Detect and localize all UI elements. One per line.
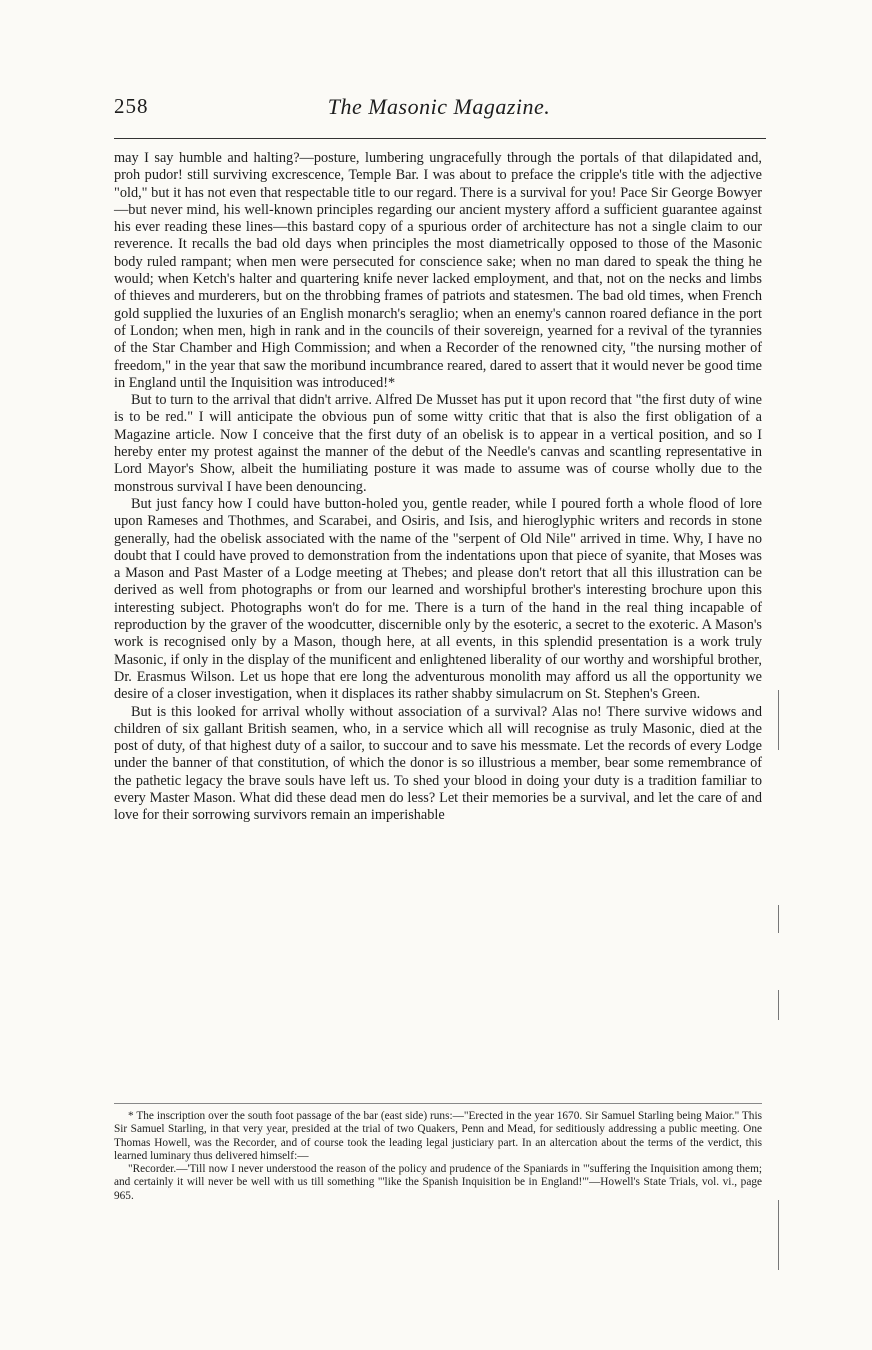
footnote-2: "Recorder.—'Till now I never understood the reason of the policy and prudence of the Spaniards in "'suffering the Inquisition among them; and certainly it will never be well with us till something "'like the Spanish Inquisition be in England!'"—Howell's State Trials, vol. vi., page 965. bbox=[114, 1163, 762, 1202]
paragraph-3: But just fancy how I could have button-holed you, gentle reader, while I poured forth a whole flood of lore upon Rameses and Thothmes, and Scarabei, and Osiris, and Isis, and hieroglyphic writers and records in stone generally, had the obelisk associated with the name of the "serpent of Old Nile" arrived in time. Why, I have no doubt that I could have proved to demonstration from the indentations upon that piece of syanite, that Moses was a Mason and Past Master of a Lodge meeting at Thebes; and please don't retort that all this illustration can be derived as well from photographs or from our learned and worshipful brother's interesting brochure upon this interesting subject. Photographs won't do for me. There is a turn of the hand in the real thing incapable of reproduction by the graver of the woodcutter, discernible only by the esoteric, a secret to the exoteric. A Mason's work is recognised only by a Mason, though here, at all events, in this splendid presentation is a work truly Masonic, if only in the display of the munificent and enlightened liberality of our worthy and worshipful brother, Dr. Erasmus Wilson. Let us hope that ere long the adventurous monolith may afford us all the opportunity we desire of a closer investigation, when it displaces its rather shabby simulacrum on St. Stephen's Green. bbox=[114, 495, 762, 703]
margin-scan-line-1 bbox=[778, 690, 779, 750]
margin-scan-line-2 bbox=[778, 905, 779, 933]
page-number: 258 bbox=[114, 94, 149, 118]
footnote-rule bbox=[114, 1103, 762, 1104]
paragraph-1: may I say humble and halting?—posture, lumbering ungracefully through the portals of that dilapidated and, proh pudor! still surviving excrescence, Temple Bar. I was about to preface the cripple's title with the adjective "old," but it has not even that respectable title to our regard. There is a survival for you! Pace Sir George Bowyer—but never mind, his well-known principles regarding our ancient mystery afford a sufficient guarantee against his ever reading these lines—this bastard copy of a spurious order of architecture has not a single claim to our reverence. It recalls the bad old days when principles the most diametrically opposed to those of the Masonic body ruled rampant; when men were persecuted for conscience sake; when no man dared to speak the thing he would; when Ketch's halter and quartering knife never lacked employment, and that, not on the necks and limbs of thieves and murderers, but on the throbbing frames of patriots and statesmen. The bad old times, when French gold supplied the luxuries of an English monarch's seraglio; when an enemy's cannon roared defiance in the port of London; when men, high in rank and in the councils of their sovereign, yearned for a revival of the tyrannies of the Star Chamber and High Commission; and when a Recorder of the renowned city, "the nursing mother of freedom," in the year that saw the moribund incumbrance reared, dared to assert that it would never be good time in England until the Inquisition was introduced!* bbox=[114, 150, 762, 391]
footnotes bbox=[114, 1110, 762, 1203]
page-header bbox=[114, 94, 764, 128]
paragraph-4: But is this looked for arrival wholly without association of a survival? Alas no! There survive widows and children of six gallant British seamen, who, in a service which all will recognise as truly Masonic, died at the post of duty, of that highest duty of a sailor, to succour and to save his messmate. Let the records of every Lodge under the banner of that constitution, of which the donor is so illustrious a member, bear some remembrance of the pathetic legacy the brave souls have left us. To shed your blood in doing your duty is a tradition familiar to every Master Mason. What did these dead men do less? Let their memories be a survival, and let the care of and love for their sorrowing survivors remain an imperishable bbox=[114, 703, 762, 824]
footnote-1: * The inscription over the south foot passage of the bar (east side) runs:—"Erected in the year 1670. Sir Samuel Starling being Maior." This Sir Samuel Starling, in that very year, presided at the trial of two Quakers, Penn and Mead, for seditiously addressing a public meeting. One Thomas Howell, was the Recorder, and of course took the leading legal justiciary part. In an altercation about the terms of the verdict, this learned luminary thus delivered himself:— bbox=[114, 1110, 762, 1162]
header-rule bbox=[114, 138, 766, 139]
running-title: The Masonic Magazine. bbox=[327, 94, 551, 119]
margin-scan-line-3 bbox=[778, 990, 779, 1020]
paragraph-2: But to turn to the arrival that didn't arrive. Alfred De Musset has put it upon record that "the first duty of wine is to be red." I will anticipate the obvious pun of some witty critic that that is also the first obligation of a Magazine article. Now I conceive that the first duty of an obelisk is to appear in a vertical position, and so I hereby enter my protest against the manner of the debut of the Needle's canvas and scantling representative in Lord Mayor's Show, albeit the humiliating posture it was made to assume was of course wholly due to the monstrous survival I have been denouncing. bbox=[114, 392, 762, 495]
article-body bbox=[114, 150, 762, 825]
margin-scan-line-4 bbox=[778, 1200, 779, 1270]
